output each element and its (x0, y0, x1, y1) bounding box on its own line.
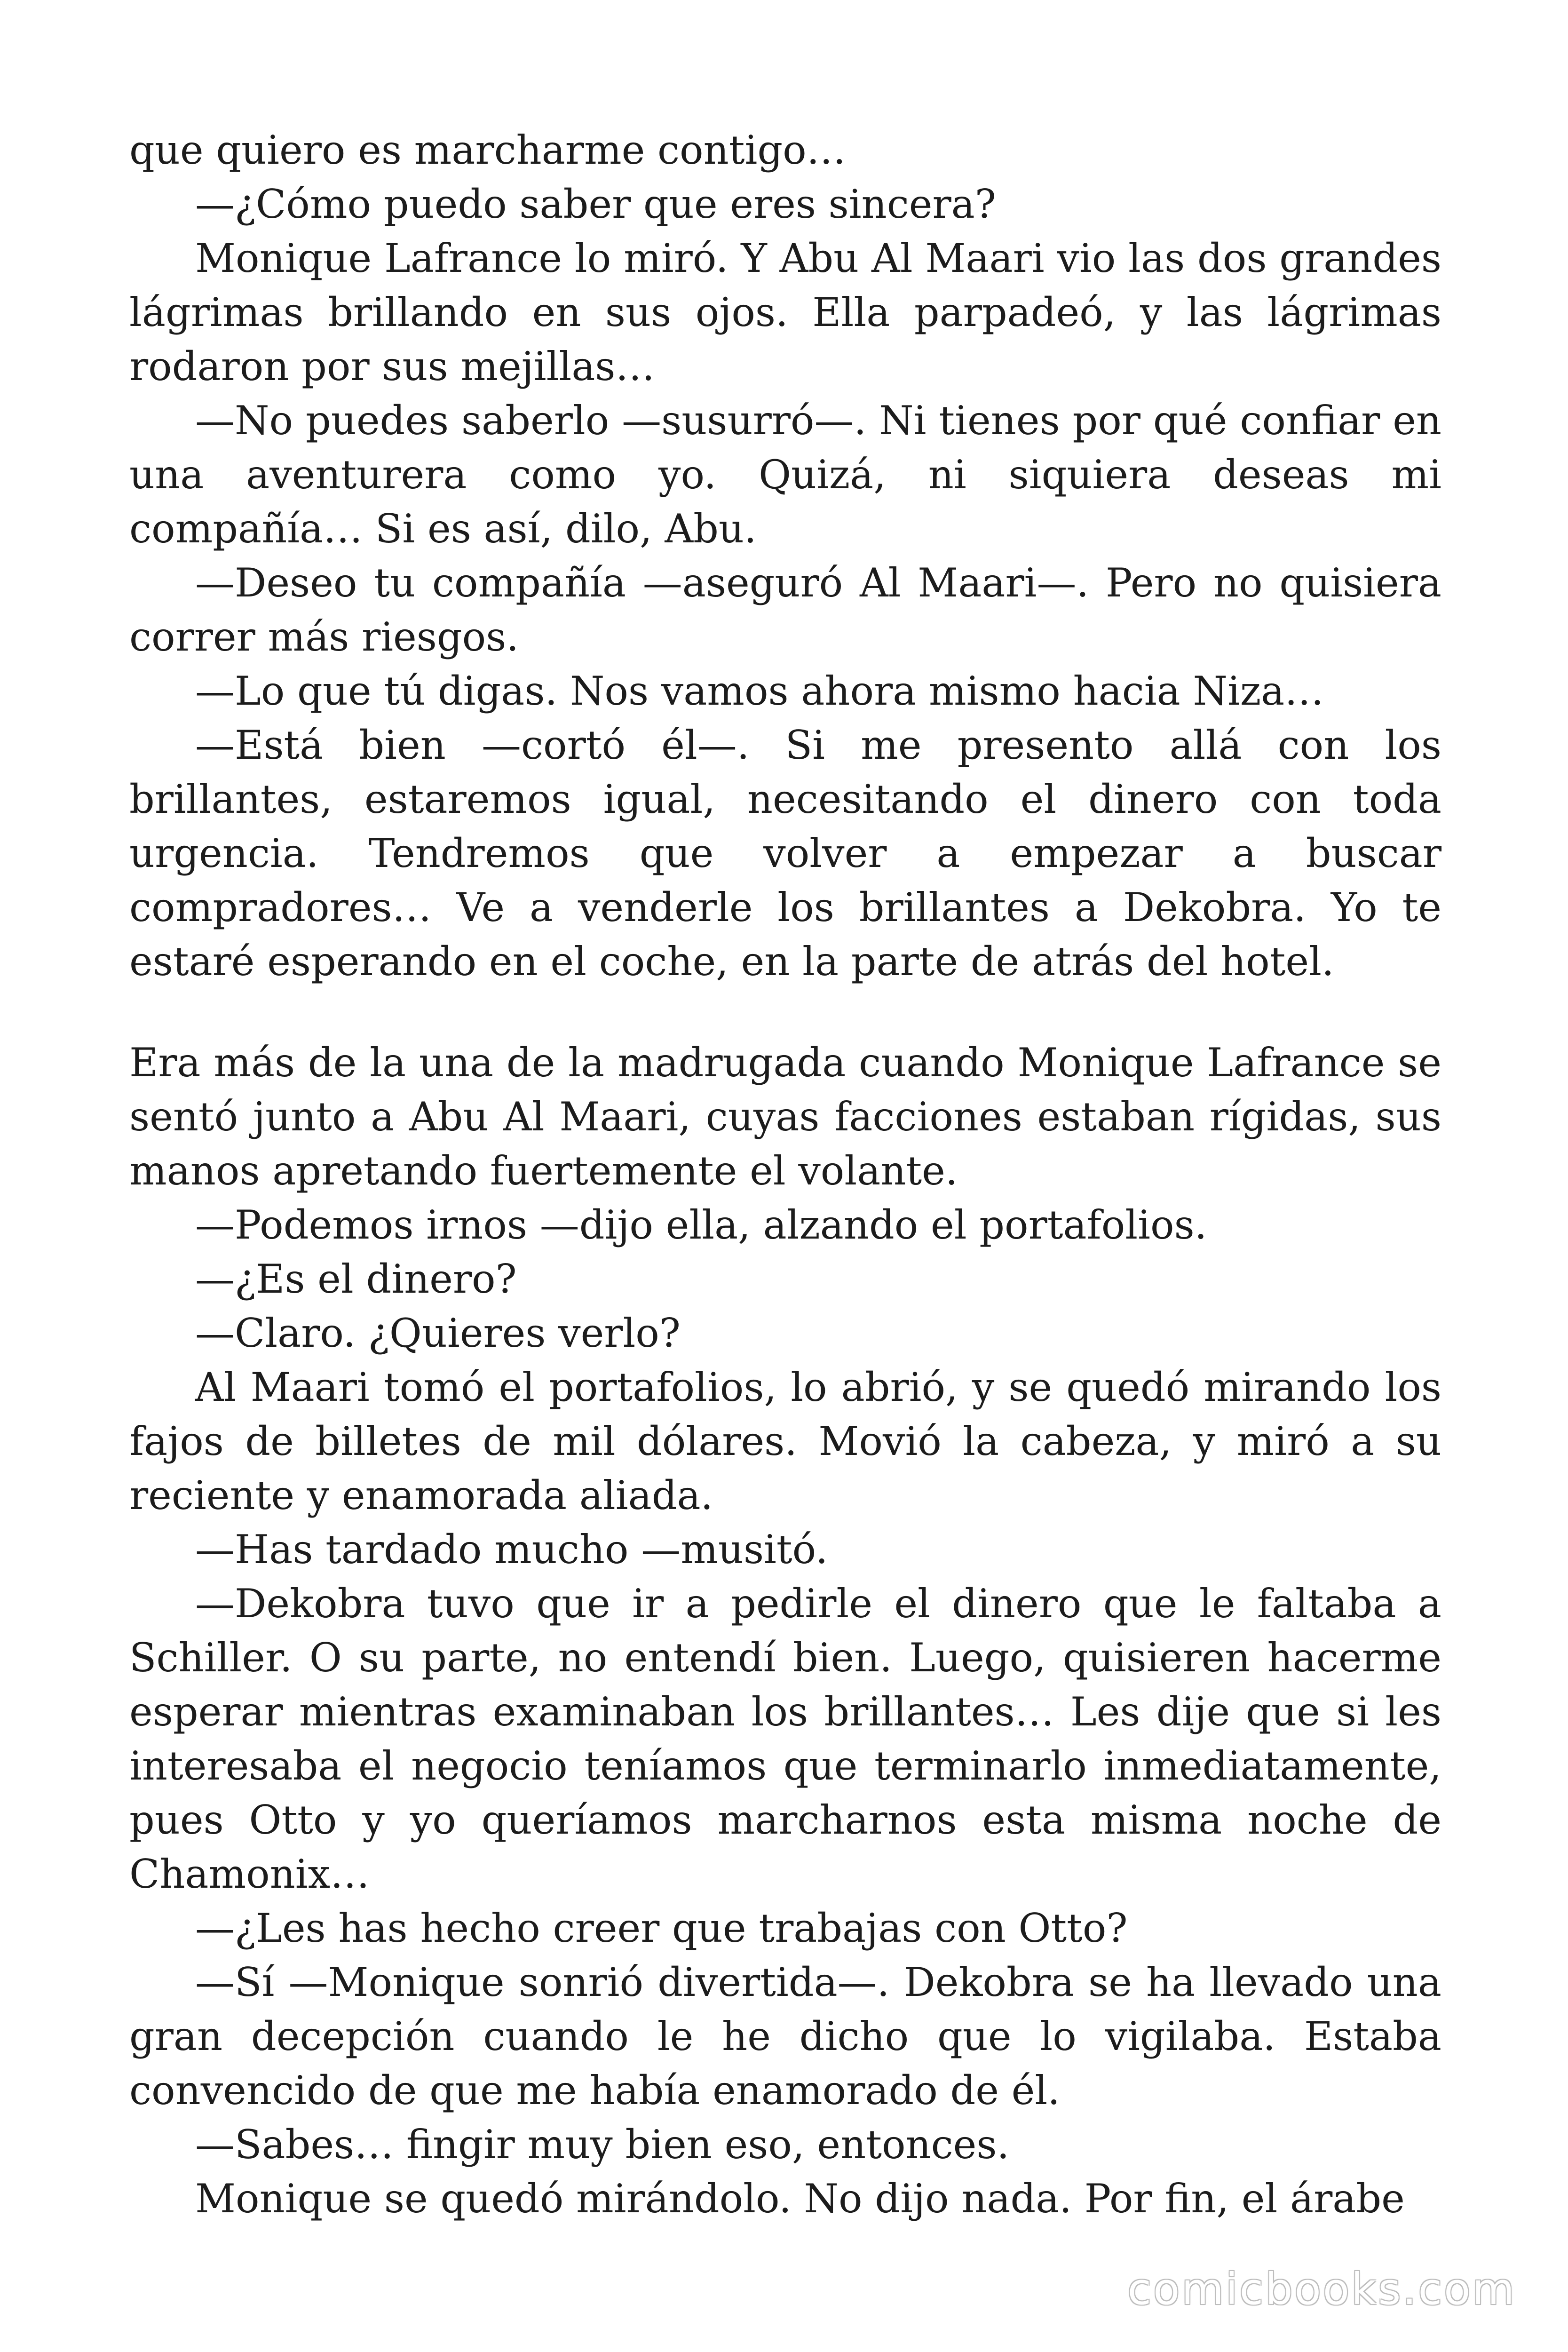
section-break (129, 989, 1441, 1036)
paragraph: —Lo que tú digas. Nos vamos ahora mismo hacia Niza… (195, 668, 1324, 714)
paragraph: —No puedes saberlo —susurró—. Ni tienes por qué confiar en una aventurera como yo. Quizá, ni siquiera deseas mi compañía… Si es así, dilo, Abu. (129, 397, 1441, 552)
paragraph: —¿Cómo puedo saber que eres sincera? (195, 181, 996, 227)
paragraph: Al Maari tomó el portafolios, lo abrió, y se quedó mirando los fajos de billetes de mil dólares. Movió la cabeza, y miró a su reciente y enamorada aliada. (129, 1364, 1441, 1518)
paragraph: Monique se quedó mirándolo. No dijo nada. Por fin, el árabe (195, 2176, 1405, 2222)
text-section-1 (129, 123, 1441, 989)
paragraph: —Dekobra tuvo que ir a pedirle el dinero que le faltaba a Schiller. O su parte, no entendí bien. Luego, quisieren hacerme esperar mientras examinaban los brillantes… Les dije que si les interesaba el negocio teníamos que terminarlo inmediatamente, pues Otto y yo queríamos marcharnos esta misma noche de Chamonix… (129, 1581, 1441, 1897)
paragraph: —Has tardado mucho —musitó. (195, 1526, 828, 1573)
paragraph: —Sabes… fingir muy bien eso, entonces. (195, 2122, 1010, 2168)
text-section-2 (129, 1036, 1441, 2226)
watermark: comicbooks.com (1127, 2264, 1516, 2314)
paragraph: —Deseo tu compañía —aseguró Al Maari—. Pero no quisiera correr más riesgos. (129, 560, 1441, 660)
paragraph: Era más de la una de la madrugada cuando Monique Lafrance se sentó junto a Abu Al Maari, cuyas facciones estaban rígidas, sus manos apretando fuertemente el volante. (129, 1040, 1441, 1194)
paragraph: —Sí —Monique sonrió divertida—. Dekobra se ha llevado una gran decepción cuando le he dicho que lo vigilaba. Estaba convencido de que me había enamorado de él. (129, 1959, 1441, 2114)
paragraph: —Está bien —cortó él—. Si me presento allá con los brillantes, estaremos igual, necesitando el dinero con toda urgencia. Tendremos que volver a empezar a buscar compradores… Ve a venderle los brillantes a Dekobra. Yo te estaré esperando en el coche, en la parte de atrás del hotel. (129, 722, 1441, 985)
paragraph: —Claro. ¿Quieres verlo? (195, 1310, 681, 1356)
paragraph: —¿Les has hecho creer que trabajas con Otto? (195, 1905, 1128, 1951)
paragraph: Monique Lafrance lo miró. Y Abu Al Maari vio las dos grandes lágrimas brillando en sus ojos. Ella parpadeó, y las lágrimas rodaron por sus mejillas… (129, 235, 1441, 389)
paragraph: que quiero es marcharme contigo… (129, 127, 846, 173)
paragraph: —Podemos irnos —dijo ella, alzando el portafolios. (195, 1202, 1207, 1248)
paragraph: —¿Es el dinero? (195, 1256, 517, 1302)
page-text (129, 123, 1441, 2226)
